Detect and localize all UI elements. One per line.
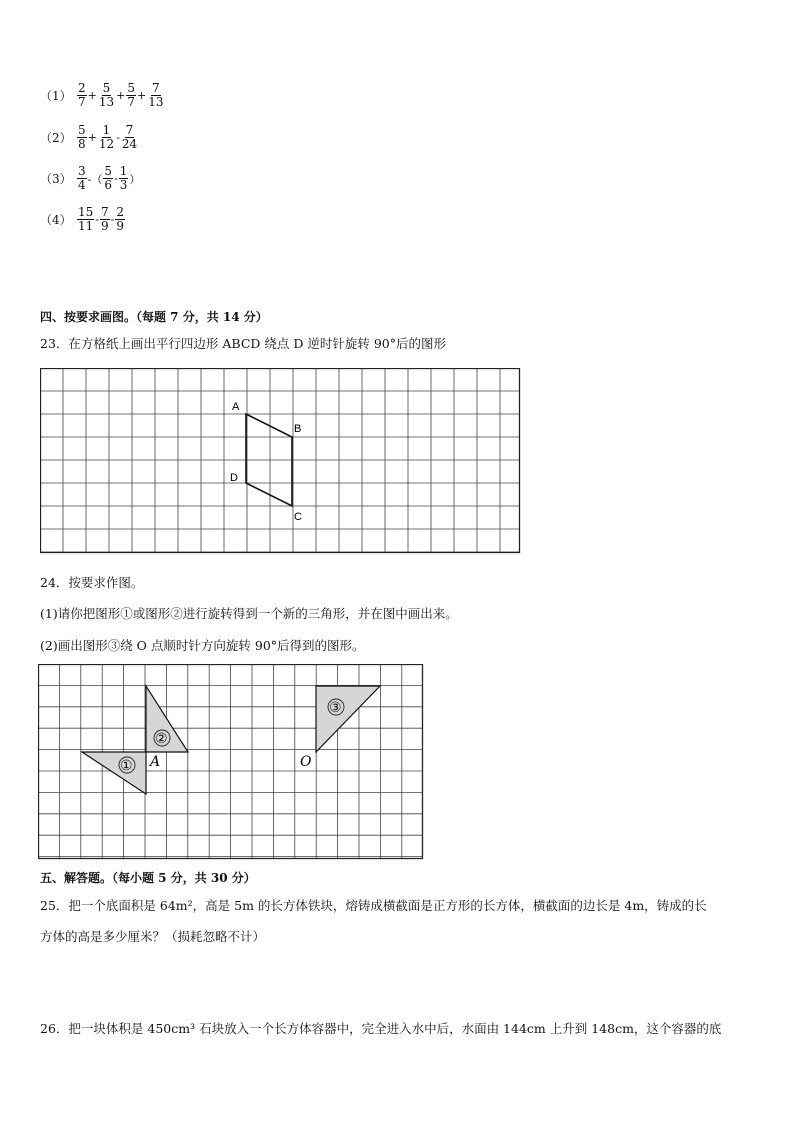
operator: - (95, 213, 99, 226)
calculation-row (40, 165, 140, 192)
operator: + (87, 89, 97, 102)
question-25-line1: 25．把一个底面积是 64m²，高是 5m 的长方体铁块，熔铸成横截面是正方形的长方体，横截面的边长是 4m，铸成的长 (40, 898, 707, 913)
operator: - (116, 131, 120, 144)
section-5-title: 五、解答题。（每小题 5 分，共 30 分） (40, 871, 256, 885)
question-26-line1: 26．把一块体积是 450cm³ 石块放入一个长方体容器中，完全进入水中后，水面由 144cm 上升到 148cm，这个容器的底 (40, 1021, 722, 1036)
calculation-number: （2） (40, 131, 72, 145)
fraction: $\frac{7}{9}$ (101, 205, 109, 233)
fraction: $\frac{7}{13}$ (148, 81, 164, 109)
calculation-row (40, 82, 166, 109)
fraction: $\frac{3}{4}$ (78, 164, 86, 192)
fraction: $\frac{5}{8}$ (78, 123, 86, 151)
grid-24 (38, 664, 424, 860)
fraction: $\frac{2}{9}$ (116, 205, 124, 233)
label-c: C (294, 511, 302, 523)
section-4-title: 四、按要求画图。（每题 7 分，共 14 分） (40, 310, 268, 324)
fraction: $\frac{7}{24}$ (121, 123, 138, 151)
label-shape-2: ② (155, 731, 168, 747)
triangle-1 (82, 752, 146, 794)
triangle-3 (316, 686, 380, 752)
question-24-sub2: (2)画出图形③绕 O 点顺时针方向旋转 90°后得到的图形。 (40, 638, 365, 653)
label-d: D (230, 472, 238, 484)
question-24-text: 24．按要求作图。 (40, 575, 144, 590)
label-shape-3: ③ (329, 700, 342, 716)
label-point-o: O (300, 754, 312, 770)
label-b: B (294, 423, 302, 435)
calculation-number: （3） (40, 172, 72, 186)
operator: + (116, 89, 126, 102)
operator: - (114, 172, 118, 185)
question-25-line2: 方体的高是多少厘米？（损耗忽略不计） (40, 929, 266, 944)
label-shape-1: ① (120, 758, 133, 774)
fraction: $\frac{2}{7}$ (78, 81, 86, 109)
calculation-row (40, 206, 126, 233)
fraction: $\frac{5}{13}$ (98, 81, 115, 109)
operator: + (87, 131, 97, 144)
label-a: A (232, 401, 240, 413)
question-24-sub1: (1)请你把图形①或图形②进行旋转得到一个新的三角形，并在图中画出来。 (40, 606, 458, 621)
calculation-number: （1） (40, 89, 72, 103)
operator: ） (129, 172, 141, 186)
fraction: $\frac{1}{3}$ (119, 164, 128, 192)
operator: - (110, 213, 115, 226)
grid-23 (40, 368, 522, 554)
fraction: $\frac{15}{11}$ (78, 205, 94, 233)
fraction: $\frac{5}{6}$ (104, 164, 112, 192)
operator: + (137, 89, 147, 102)
calculation-number: （4） (40, 213, 72, 227)
fraction: $\frac{1}{12}$ (98, 123, 115, 151)
fraction: $\frac{5}{7}$ (127, 81, 135, 109)
calculation-row (40, 124, 139, 151)
question-23-text: 23．在方格纸上画出平行四边形 ABCD 绕点 D 逆时针旋转 90°后的图形 (40, 336, 446, 351)
operator: -（ (87, 172, 103, 186)
label-point-a: A (150, 754, 161, 770)
